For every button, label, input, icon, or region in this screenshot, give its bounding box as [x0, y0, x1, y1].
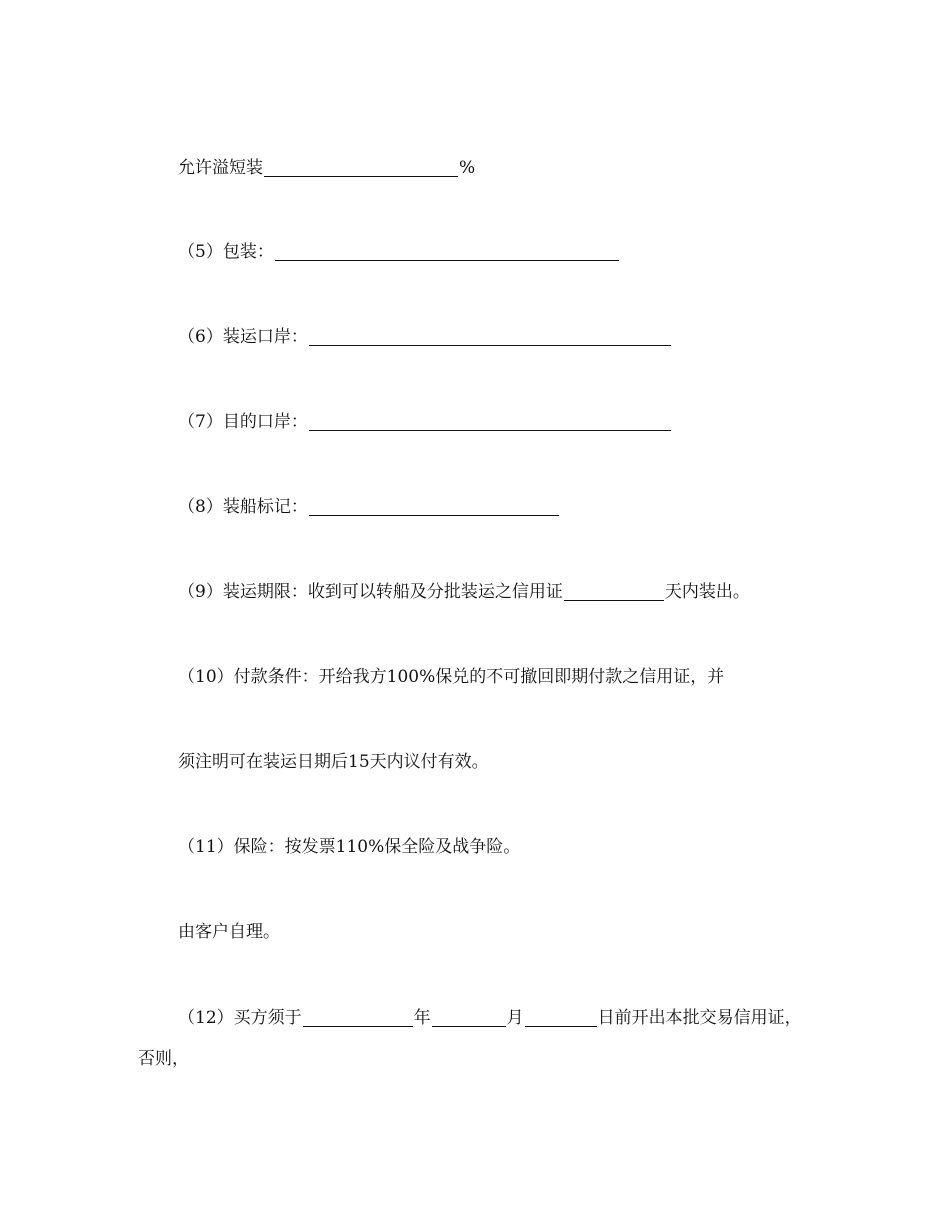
- lc-year-label: 年: [413, 1008, 431, 1028]
- overfill-percent-sign: %: [459, 158, 476, 178]
- overfill-percent-blank[interactable]: [264, 158, 458, 177]
- lc-deadline-prefix: （12）买方须于: [178, 1008, 302, 1028]
- packing-blank[interactable]: [275, 242, 619, 261]
- insurance-text-1: （11）保险：按发票110%保全险及战争险。: [178, 837, 521, 857]
- payment-text-1: （10）付款条件：开给我方100%保兑的不可撤回即期付款之信用证，并: [178, 667, 725, 687]
- packing-label: （5）包装：: [178, 242, 274, 262]
- shipment-time-line: [178, 580, 750, 604]
- lc-deadline-line-2: [138, 1047, 189, 1071]
- shipping-marks-label: （8）装船标记：: [178, 497, 308, 517]
- lc-deadline-line-1: [178, 1006, 802, 1030]
- shipping-marks-line: [178, 495, 560, 519]
- shipment-time-label: （9）装运期限：收到可以转船及分批装运之信用证: [178, 582, 563, 602]
- lc-year-blank[interactable]: [303, 1008, 413, 1027]
- lc-deadline-text-2: 否则，: [138, 1049, 189, 1069]
- payment-text-2: 须注明可在装运日期后15天内议付有效。: [178, 752, 489, 772]
- loading-port-label: （6）装运口岸：: [178, 327, 308, 347]
- lc-deadline-suffix: 日前开出本批交易信用证，: [597, 1008, 802, 1028]
- shipment-days-blank[interactable]: [564, 582, 664, 601]
- loading-port-blank[interactable]: [309, 327, 671, 346]
- packing-line: [178, 240, 620, 264]
- insurance-line-1: [178, 835, 520, 859]
- shipment-time-suffix: 天内装出。: [664, 582, 750, 602]
- payment-line-1: [178, 665, 724, 689]
- lc-month-blank[interactable]: [432, 1008, 506, 1027]
- loading-port-line: [178, 325, 672, 349]
- shipping-marks-blank[interactable]: [309, 497, 559, 516]
- insurance-line-2: [178, 920, 280, 944]
- destination-port-label: （7）目的口岸：: [178, 412, 308, 432]
- lc-month-label: 月: [506, 1008, 524, 1028]
- lc-day-blank[interactable]: [525, 1008, 597, 1027]
- payment-line-2: [178, 750, 489, 774]
- overfill-label: 允许溢短装: [178, 158, 263, 178]
- destination-port-blank[interactable]: [309, 412, 671, 431]
- destination-port-line: [178, 410, 672, 434]
- insurance-text-2: 由客户自理。: [178, 922, 280, 942]
- overfill-line: [178, 156, 475, 180]
